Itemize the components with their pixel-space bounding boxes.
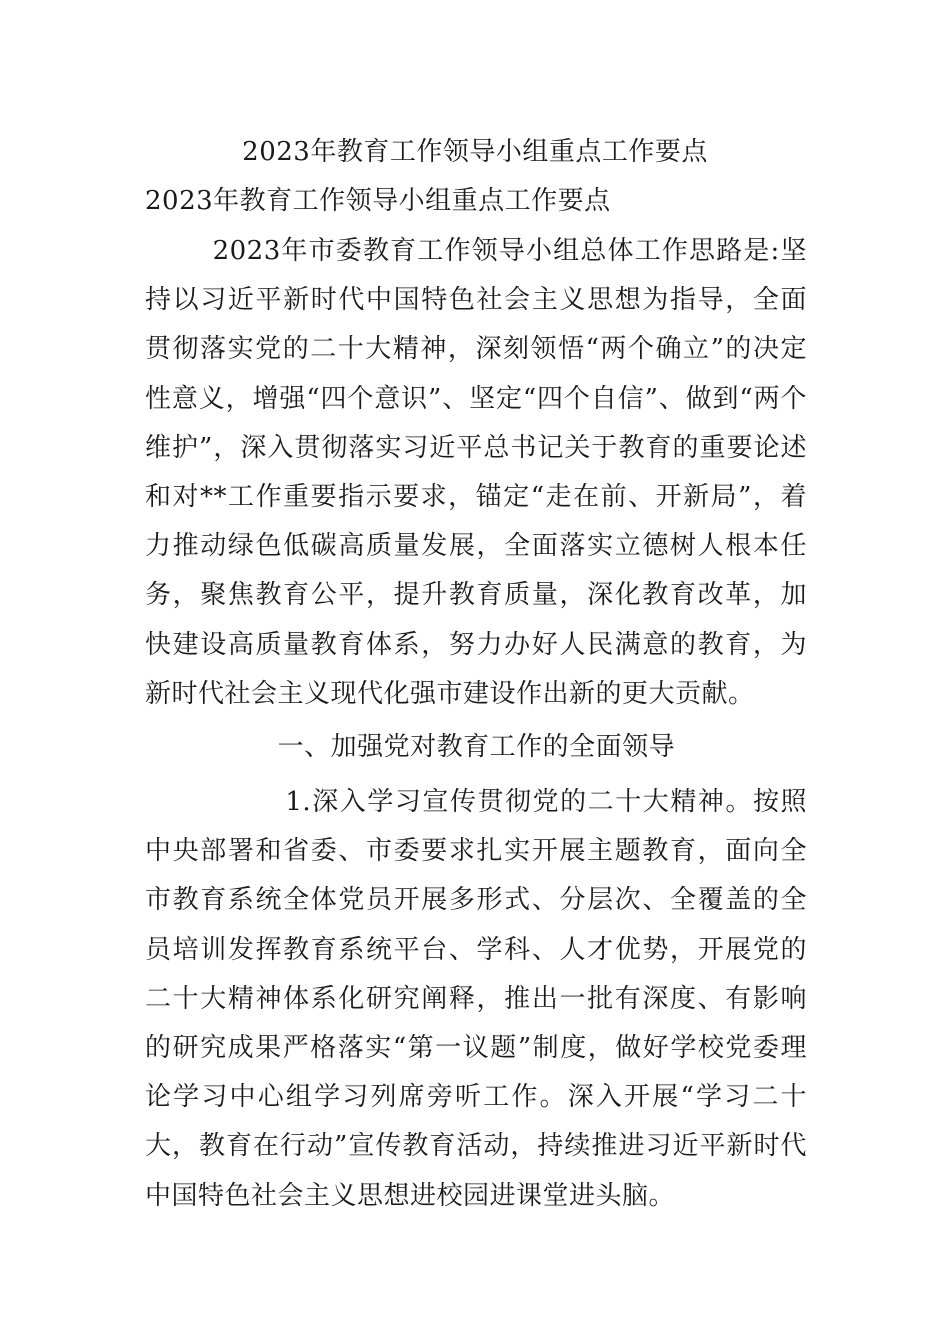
document-title: 2023年教育工作领导小组重点工作要点	[242, 137, 708, 167]
document-subtitle: 2023年教育工作领导小组重点工作要点	[145, 186, 611, 216]
section-heading-1: 一、加强党对教育工作的全面领导	[277, 732, 676, 762]
item-1-paragraph: 1.深入学习宣传贯彻党的二十大精神。按照中央部署和省委、市委要求扎实开展主题教育，面向全市教育系统全体党员开展多形式、分层次、全覆盖的全员培训发挥教育系统平台、学科、人才优势，开展党的二十大精神体系化研究阐释，推出一批有深度、有影响的研究成果严格落实“第一议题”制度，做好学校党委理论学习中心组学习列席旁听工作。深入开展“学习二十大，教育在行动”宣传教育活动，持续推进习近平新时代中国特色社会主义思想进校园进课堂进头脑。	[145, 787, 807, 1211]
intro-paragraph: 2023年市委教育工作领导小组总体工作思路是:坚持以习近平新时代中国特色社会主义思想为指导，全面贯彻落实党的二十大精神，深刻领悟“两个确立”的决定性意义，增强“四个意识”、坚定“四个自信”、做到“两个维护”，深入贯彻落实习近平总书记关于教育的重要论述和对**工作重要指示要求，锚定“走在前、开新局”，着力推动绿色低碳高质量发展，全面落实立德树人根本任务，聚焦教育公平，提升教育质量，深化教育改革，加快建设高质量教育体系，努力办好人民满意的教育，为新时代社会主义现代化强市建设作出新的更大贡献。	[145, 236, 807, 709]
